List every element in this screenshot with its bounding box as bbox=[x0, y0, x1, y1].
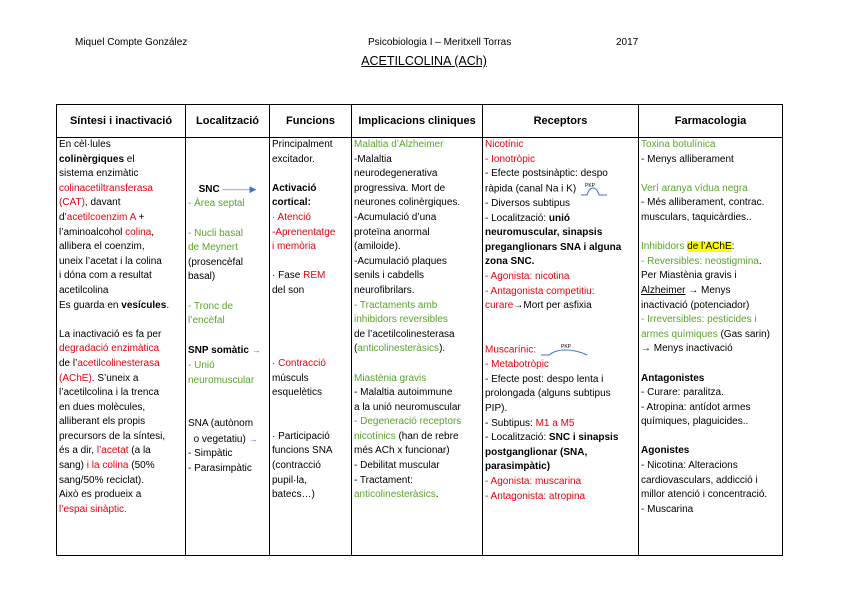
text-line: basal) bbox=[188, 271, 216, 283]
text-line: i memòria bbox=[272, 241, 316, 253]
cell-sintesi bbox=[57, 138, 186, 556]
text-line: - Reversibles: neostigmina. bbox=[641, 255, 762, 267]
text-line: Es guarda en vesícules. bbox=[59, 299, 170, 311]
text-line: - Nucli basal bbox=[188, 227, 244, 239]
text-line: alliberant els propis bbox=[59, 416, 146, 428]
text-line: Nicotínic bbox=[485, 139, 524, 150]
text-line: precursors de la síntesi, bbox=[59, 430, 166, 442]
text-line: neurofibrilars. bbox=[354, 284, 415, 296]
text-line: sistema enzimàtic bbox=[59, 168, 139, 180]
text-line: senils i cabdells bbox=[354, 270, 425, 282]
text-line: d’acetilcoenzim A + bbox=[59, 211, 145, 223]
text-line: - Muscarina bbox=[641, 503, 694, 515]
text-line: (amiloide). bbox=[354, 241, 401, 253]
text-line: pupil·la, bbox=[272, 474, 308, 486]
text-line: - Simpàtic bbox=[188, 448, 233, 460]
text-line: zona SNC. bbox=[485, 256, 535, 268]
text-line: inhibidors reversibles bbox=[354, 314, 448, 326]
text-line: músculs bbox=[272, 372, 309, 384]
text-line: · Atenció bbox=[272, 211, 311, 223]
text-line: Antagonistes bbox=[641, 372, 705, 384]
col-header: Síntesi i inactivació bbox=[57, 105, 186, 138]
text-line: allibera el coenzim, bbox=[59, 241, 145, 253]
text-line: excitador. bbox=[272, 153, 315, 165]
table-header-row bbox=[57, 105, 783, 138]
text-line: musculars, taquicàrdies.. bbox=[641, 211, 752, 223]
text-line: funcions SNA bbox=[272, 445, 333, 457]
text-line: - Curare: paralitza. bbox=[641, 387, 724, 399]
pkp-fast-curve-icon bbox=[579, 182, 609, 196]
text-line: - Subtipus: M1 a M5 bbox=[485, 417, 575, 429]
text-line: - Malaltia autoimmune bbox=[354, 387, 453, 399]
text-line: - Degeneració receptors bbox=[354, 416, 462, 428]
text-line: - Efecte postsinàptic: despo bbox=[485, 168, 608, 180]
text-line: cortical: bbox=[272, 197, 311, 209]
text-line: Toxina botulínica bbox=[641, 139, 716, 150]
col-header: Receptors bbox=[483, 105, 639, 138]
text-line: sang/50% reciclat). bbox=[59, 474, 145, 486]
col-header: Farmacologia bbox=[639, 105, 783, 138]
text-line: - Tractaments amb bbox=[354, 299, 438, 311]
text-line: de l’acetilcolinesterasa bbox=[59, 357, 160, 369]
text-line: (contracció bbox=[272, 460, 321, 472]
text-line: - Ionotròpic bbox=[485, 153, 536, 165]
cell-farmacologia bbox=[639, 138, 783, 556]
text-line: (AChE). S’uneix a bbox=[59, 372, 139, 384]
text-line: proteïna anormal bbox=[354, 226, 430, 238]
text-line: La inactivació es fa per bbox=[59, 328, 162, 340]
text-line: Muscarínic: PKP bbox=[485, 343, 636, 358]
col-header: Localització bbox=[186, 105, 270, 138]
text-line: -Acumulació d’una bbox=[354, 211, 437, 223]
text-line: - Tronc de bbox=[188, 300, 234, 312]
author: Miquel Compte González bbox=[75, 37, 188, 48]
col-header: Funcions bbox=[270, 105, 352, 138]
text-line: neuromuscular bbox=[188, 374, 255, 386]
text-line: - Tractament: bbox=[354, 474, 413, 486]
text-line: del son bbox=[272, 284, 305, 296]
text-line: batecs…) bbox=[272, 489, 315, 501]
text-line: - Diversos subtipus bbox=[485, 198, 571, 210]
text-line: neuromuscular, sinapsis bbox=[485, 227, 603, 239]
text-line: ràpida (canal Na i K) PKP bbox=[485, 182, 636, 197]
cell-localitzacio bbox=[186, 138, 270, 556]
text-line: inactivació (potenciador) bbox=[641, 299, 750, 311]
text-line: progressiva. Mort de bbox=[354, 182, 446, 194]
text-line: anticolinesteràsics. bbox=[354, 489, 439, 501]
text-line: a la unió neuromuscular bbox=[354, 401, 461, 413]
text-line: armes químiques (Gas sarin) bbox=[641, 328, 770, 340]
arrow-right-icon: → bbox=[248, 433, 258, 444]
text-line: de l’acetilcolinesterasa bbox=[354, 328, 455, 340]
text-line: Agonistes bbox=[641, 445, 690, 457]
course: Psicobiologia I – Meritxell Torras bbox=[368, 37, 512, 48]
text-line: - Menys alliberament bbox=[641, 153, 734, 165]
year: 2017 bbox=[616, 37, 639, 48]
text-line: l’acetilcolina i la trenca bbox=[59, 387, 160, 399]
text-line: - Efecte post: despo lenta i bbox=[485, 373, 604, 385]
text-line: - Unió bbox=[188, 359, 215, 371]
summary-table bbox=[56, 104, 783, 556]
text-line: o vegetatiu) → bbox=[193, 433, 258, 445]
text-line: Activació bbox=[272, 182, 317, 194]
text-line: Inhibidors de l’AChE: bbox=[641, 241, 735, 253]
text-line: degradació enzimàtica bbox=[59, 343, 160, 355]
text-line: (prosencèfal bbox=[188, 256, 244, 268]
text-line: Miastènia gravis bbox=[354, 372, 427, 384]
text-line: neurones colinèrgiques. bbox=[354, 197, 461, 209]
text-line: postganglionar (SNA, bbox=[485, 446, 588, 458]
text-line: químiques, plaguicides.. bbox=[641, 416, 749, 428]
table-row bbox=[57, 138, 783, 556]
text-line: sang) i la colina (50% bbox=[59, 460, 155, 472]
text-line: - Debilitat muscular bbox=[354, 460, 440, 472]
cell-receptors bbox=[483, 138, 639, 556]
text-line: Per Miastènia gravis i bbox=[641, 270, 737, 282]
text-line: cardiovasculars, addicció i bbox=[641, 474, 758, 486]
svg-text:PKP: PKP bbox=[584, 182, 595, 189]
text-line: neurodegenerativa bbox=[354, 168, 438, 180]
text-line: prolongada (alguns subtipus bbox=[485, 388, 611, 400]
text-line: preganglionars SNA i alguna bbox=[485, 241, 622, 253]
text-line: l’espai sinàptic. bbox=[59, 503, 127, 515]
text-line: parasimpàtic) bbox=[485, 461, 551, 473]
text-line: Principalment bbox=[272, 139, 333, 150]
text-line: -Aprenentatge bbox=[272, 226, 336, 238]
text-line: PIP). bbox=[485, 402, 508, 414]
pkp-slow-curve-icon bbox=[539, 343, 589, 357]
cell-funcions bbox=[270, 138, 352, 556]
text-line: colinèrgiques el bbox=[59, 153, 135, 165]
text-line: acetilcolina bbox=[59, 284, 109, 296]
text-line: de Meynert bbox=[188, 242, 239, 254]
text-line: En cèl·lules bbox=[59, 139, 111, 150]
text-line: l’aminoalcohol colina, bbox=[59, 226, 155, 238]
text-line: curare→Mort per asfixia bbox=[485, 300, 592, 312]
text-line: - Localització: unió bbox=[485, 212, 571, 224]
arrow-right-icon: → bbox=[251, 345, 261, 356]
page-title: ACETILCOLINA (ACh) bbox=[361, 54, 487, 68]
text-line: més ACh x funcionar) bbox=[354, 445, 450, 457]
text-line: - Localització: SNC i sinapsis bbox=[485, 432, 619, 444]
text-line: en dues molècules, bbox=[59, 401, 146, 413]
text-line: -Acumulació plaques bbox=[354, 255, 447, 267]
text-line: - Nicotina: Alteracions bbox=[641, 460, 738, 472]
text-line: - Parasimpàtic bbox=[188, 463, 252, 475]
text-line: esquelètics bbox=[272, 387, 323, 399]
text-line: - Agonista: nicotina bbox=[485, 270, 570, 282]
text-line: (CAT), davant bbox=[59, 197, 121, 209]
text-line: colinacetiltransferasa bbox=[59, 182, 153, 194]
text-line: SNC ———▶ bbox=[198, 183, 257, 195]
text-line: - Metabotròpic bbox=[485, 359, 549, 371]
text-line: - Àrea septal bbox=[188, 198, 245, 210]
text-line: Verí aranya vídua negra bbox=[641, 182, 748, 194]
text-line: Malaltia d’Alzheimer bbox=[354, 139, 444, 150]
text-line: - Agonista: muscarina bbox=[485, 475, 582, 487]
arrow-right-icon: ———▶ bbox=[222, 183, 257, 194]
text-line: · Fase REM bbox=[272, 270, 326, 282]
text-line: -Malaltia bbox=[354, 153, 392, 165]
text-line: · Contracció bbox=[272, 357, 326, 369]
col-header: Implicacions cliniques bbox=[352, 105, 483, 138]
text-line: - Irreversibles: pesticides i bbox=[641, 314, 757, 326]
text-line: millor atenció i concentració. bbox=[641, 489, 768, 501]
cell-implicacions bbox=[352, 138, 483, 556]
text-line: SNA (autònom bbox=[188, 418, 254, 430]
text-line: · Participació bbox=[272, 430, 330, 442]
text-line: (anticolinesteràsics). bbox=[354, 343, 446, 355]
text-line: - Antagonista: atropina bbox=[485, 490, 586, 502]
text-line: - Antagonista competitiu: bbox=[485, 285, 595, 297]
text-line: l’encèfal bbox=[188, 315, 225, 327]
text-line: és a dir, l’acetat (a la bbox=[59, 445, 151, 457]
text-line: SNP somàtic → bbox=[188, 345, 261, 357]
text-line: → Menys inactivació bbox=[641, 343, 733, 355]
svg-text:PKP: PKP bbox=[560, 343, 571, 350]
text-line: uneix l’acetat i la colina bbox=[59, 255, 162, 267]
text-line: Alzheimer → Menys bbox=[641, 284, 731, 296]
text-line: - Més alliberament, contrac. bbox=[641, 197, 765, 209]
text-line: i dóna com a resultat bbox=[59, 270, 152, 282]
text-line: nicotínics (han de rebre bbox=[354, 430, 459, 442]
text-line: Això es produeix a bbox=[59, 489, 142, 501]
text-line: - Atropina: antídot armes bbox=[641, 401, 751, 413]
